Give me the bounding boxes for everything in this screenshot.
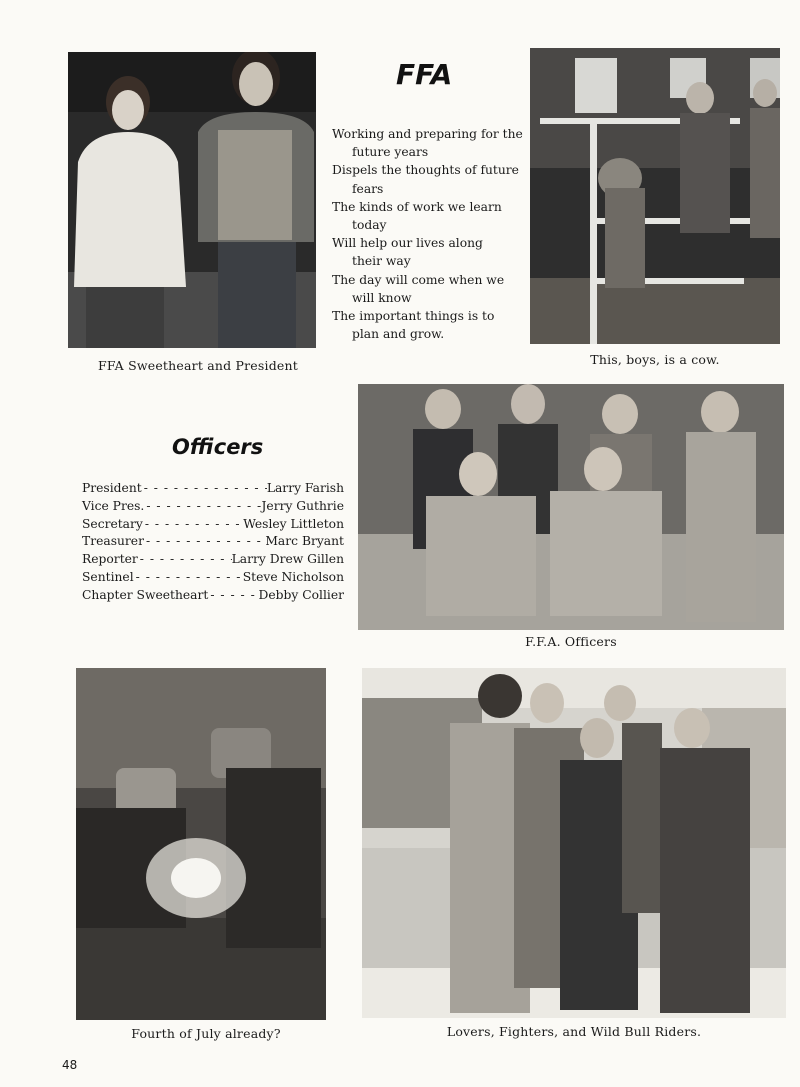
photo-sweetheart-and-president [68, 52, 316, 348]
caption-cow: This, boys, is a cow. [590, 352, 720, 367]
poem-line: The kinds of work we learn today [332, 199, 502, 233]
officer-row: Vice Pres. - - - Jerry Guthrie [82, 498, 344, 516]
officer-row: Treasurer - - - Marc Bryant [82, 533, 344, 551]
ffa-heading: FFA [396, 58, 453, 91]
officer-row: Chapter Sweetheart - - - Debby Collier [82, 587, 344, 605]
photo-welding [76, 668, 326, 1020]
caption-welding: Fourth of July already? [131, 1026, 281, 1041]
photo-cow-barn [530, 48, 780, 344]
officer-row: Sentinel - - - Steve Nicholson [82, 569, 344, 587]
poem-line: The day will come when we will know [332, 272, 505, 305]
poem-line: Working and preparing for the future years [332, 127, 523, 160]
page-number: 48 [62, 1058, 78, 1072]
caption-group: Lovers, Fighters, and Wild Bull Riders. [446, 1024, 702, 1039]
poem-line: Will help our lives along their way [332, 236, 483, 269]
poem-line: Dispels the thoughts of future fears [332, 163, 519, 196]
officer-row: Reporter - - - Larry Drew Gillen [82, 551, 344, 569]
officers-heading: Officers [172, 435, 264, 459]
officer-row: President - - - Larry Farish [82, 480, 344, 498]
caption-officers: F.F.A. Officers [525, 634, 617, 649]
caption-sweetheart: FFA Sweetheart and President [98, 358, 298, 373]
officers-list [82, 480, 344, 605]
photo-ffa-officers [358, 384, 784, 630]
officer-row: Secretary - - - Wesley Littleton [82, 516, 344, 534]
ffa-poem [332, 125, 532, 343]
poem-line: The important things is to plan and grow. [332, 309, 495, 342]
photo-group-outdoors [362, 668, 786, 1018]
